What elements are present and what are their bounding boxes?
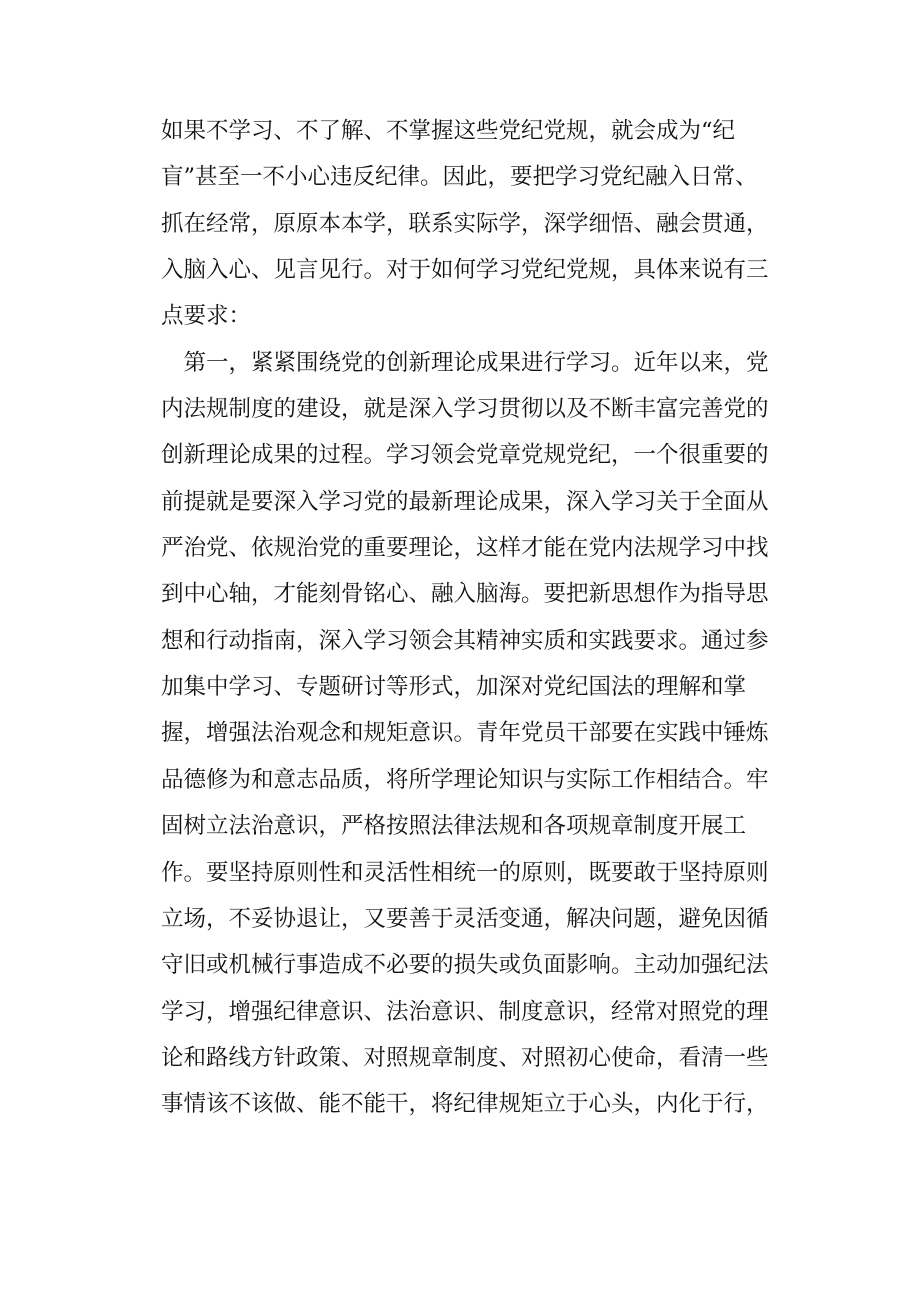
text-line: 严治党、依规治党的重要理论，这样才能在党内法规学习中找 [161, 535, 769, 562]
text-line: 到中心轴，才能刻骨铭心、融入脑海。要把新思想作为指导思 [161, 581, 769, 608]
text-line: 点要求： [161, 303, 252, 330]
text-line: 前提就是要深入学习党的最新理论成果，深入学习关于全面从 [161, 488, 769, 515]
text-line: 抓在经常，原原本本学，联系实际学，深学细悟、融会贯通， [161, 210, 769, 237]
text-line: 加集中学习、专题研讨等形式，加深对党纪国法的理解和掌 [161, 674, 747, 701]
text-line: 论和路线方针政策、对照规章制度、对照初心使命，看清一些 [161, 1044, 769, 1071]
text-line: 学习，增强纪律意识、法治意识、制度意识，经常对照党的理 [161, 998, 769, 1025]
body-text [161, 108, 781, 1128]
text-line: 内法规制度的建设，就是深入学习贯彻以及不断丰富完善党的 [161, 396, 769, 423]
text-line: 盲”甚至一不小心违反纪律。因此，要把学习党纪融入日常、 [161, 164, 758, 191]
text-line: 品德修为和意志品质，将所学理论知识与实际工作相结合。牢 [161, 766, 769, 793]
text-line: 固树立法治意识，严格按照法律法规和各项规章制度开展工 [161, 813, 747, 840]
text-line: 握，增强法治观念和规矩意识。青年党员干部要在实践中锤炼 [161, 720, 769, 747]
text-line: 守旧或机械行事造成不必要的损失或负面影响。主动加强纪法 [161, 952, 769, 979]
text-line: 立场，不妥协退让，又要善于灵活变通，解决问题，避免因循 [161, 905, 769, 932]
text-line: 入脑入心、见言见行。对于如何学习党纪党规，具体来说有三 [161, 257, 769, 284]
text-line: 创新理论成果的过程。学习领会党章党规党纪，一个很重要的 [161, 442, 769, 469]
text-line: 想和行动指南，深入学习领会其精神实质和实践要求。通过参 [161, 627, 769, 654]
text-line: 如果不学习、不了解、不掌握这些党纪党规，就会成为“纪 [161, 118, 736, 144]
paragraph-start-line: 第一，紧紧围绕党的创新理论成果进行学习。近年以来，党 [161, 349, 769, 376]
text-line: 作。要坚持原则性和灵活性相统一的原则，既要敢于坚持原则 [161, 859, 769, 886]
text-line: 事情该不该做、能不能干，将纪律规矩立于心头，内化于行， [161, 1091, 769, 1118]
